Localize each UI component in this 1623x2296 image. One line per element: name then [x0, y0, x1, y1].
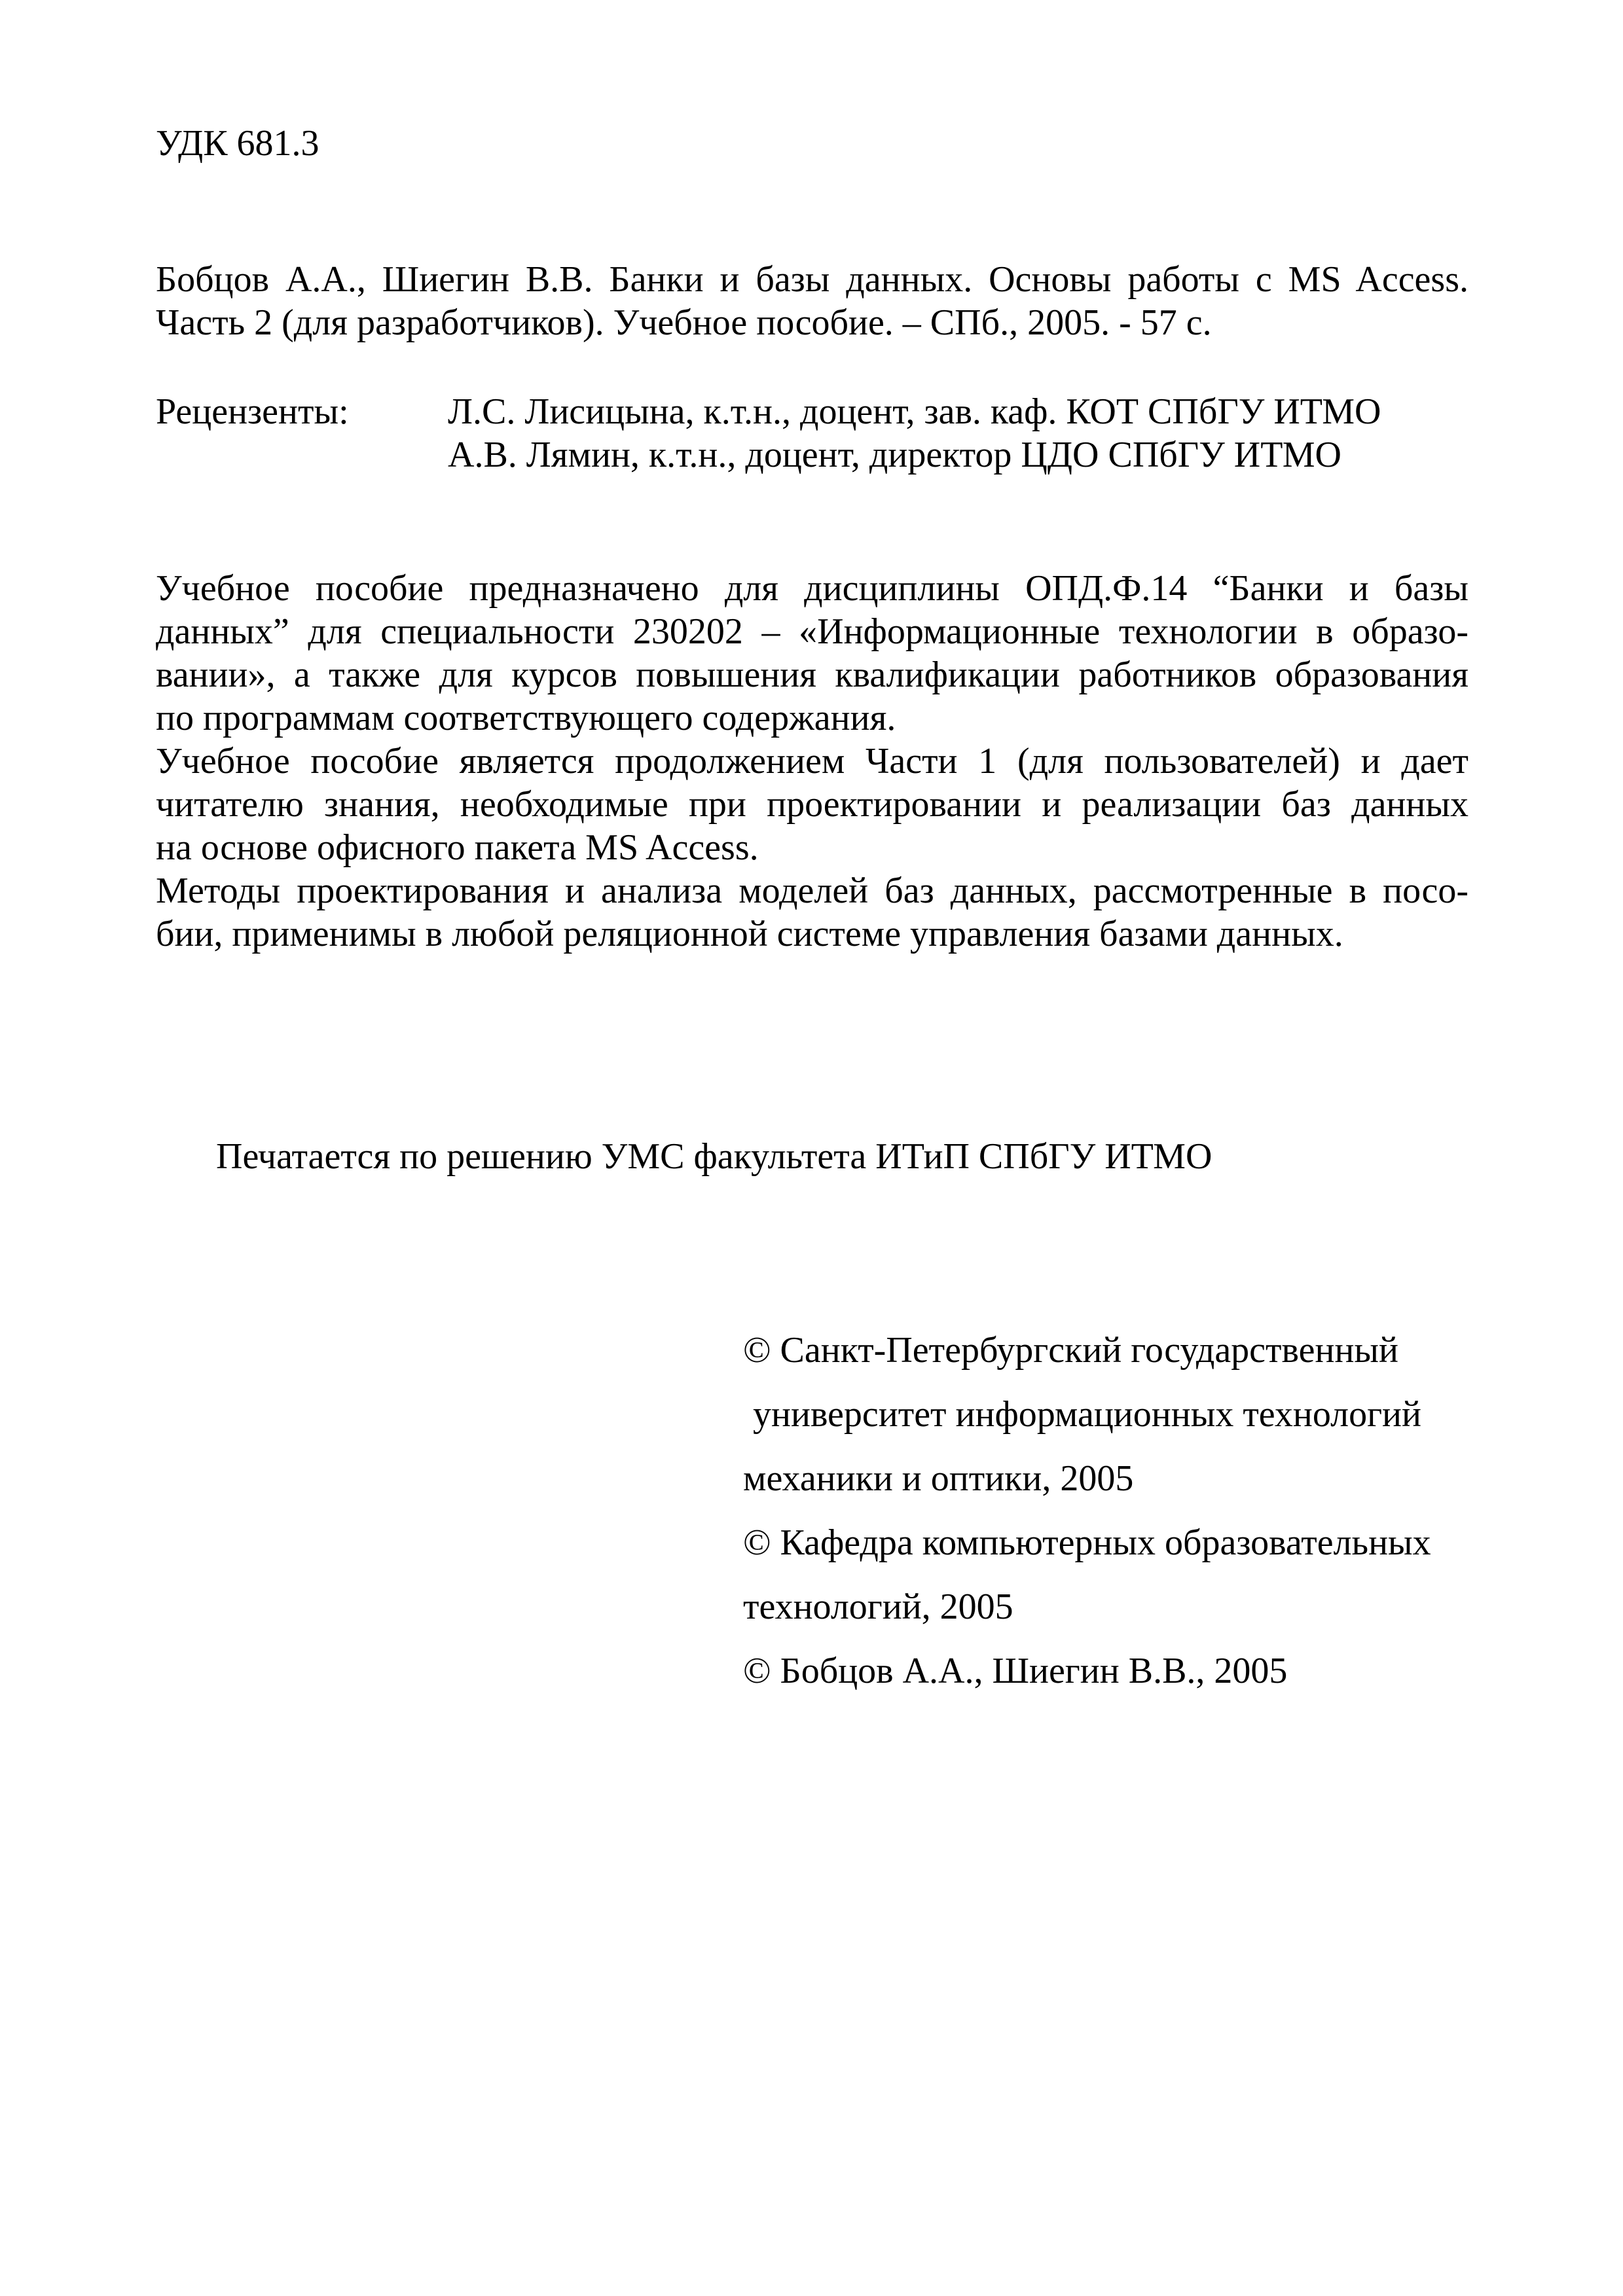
reviewer-1: Л.С. Лисицына, к.т.н., доцент, зав. каф. КОТ СПбГУ ИТМО [448, 391, 1381, 432]
annotation-p1-line-4: по программам соответствующего содержания. [156, 698, 896, 738]
annotation-p2-line-3: на основе офисного пакета MS Access. [156, 827, 759, 868]
copyright-line-1: © Санкт-Петербургский государственный [743, 1330, 1398, 1371]
annotation-p1-line-1: Учебное пособие предназначено для дисциплины ОПД.Ф.14 “Банки и базы [156, 568, 1468, 609]
copyright-line-6: © Бобцов А.А., Шиегин В.В., 2005 [743, 1651, 1288, 1691]
annotation-p3-line-2: бии, применимы в любой реляционной системе управления базами данных. [156, 914, 1343, 954]
udk-code: УДК 681.3 [156, 123, 319, 164]
citation-line-1: Бобцов А.А., Шиегин В.В. Банки и базы данных. Основы работы с MS Access. [156, 259, 1468, 300]
copyright-line-3: механики и оптики, 2005 [743, 1458, 1134, 1499]
citation-line-2: Часть 2 (для разработчиков). Учебное пособие. – СПб., 2005. - 57 с. [156, 302, 1212, 343]
annotation-p2-line-2: читателю знания, необходимые при проектировании и реализации баз данных [156, 784, 1468, 825]
annotation-p1-line-3: вании», а также для курсов повышения квалификации работников образования [156, 655, 1468, 695]
copyright-line-4: © Кафедра компьютерных образовательных [743, 1522, 1431, 1563]
annotation-p1-line-2: данных” для специальности 230202 – «Информационные технологии в образо- [156, 611, 1468, 652]
annotation-p3-line-1: Методы проектирования и анализа моделей баз данных, рассмотренные в посо- [156, 870, 1468, 911]
reviewers-label: Рецензенты: [156, 391, 349, 432]
print-note: Печатается по решению УМС факультета ИТиП СПбГУ ИТМО [216, 1136, 1213, 1177]
annotation-p2-line-1: Учебное пособие является продолжением Части 1 (для пользователей) и дает [156, 741, 1468, 781]
copyright-line-2: университет информационных технологий [753, 1394, 1421, 1435]
copyright-line-5: технологий, 2005 [743, 1587, 1013, 1627]
reviewer-2: А.В. Лямин, к.т.н., доцент, директор ЦДО СПбГУ ИТМО [448, 435, 1341, 475]
